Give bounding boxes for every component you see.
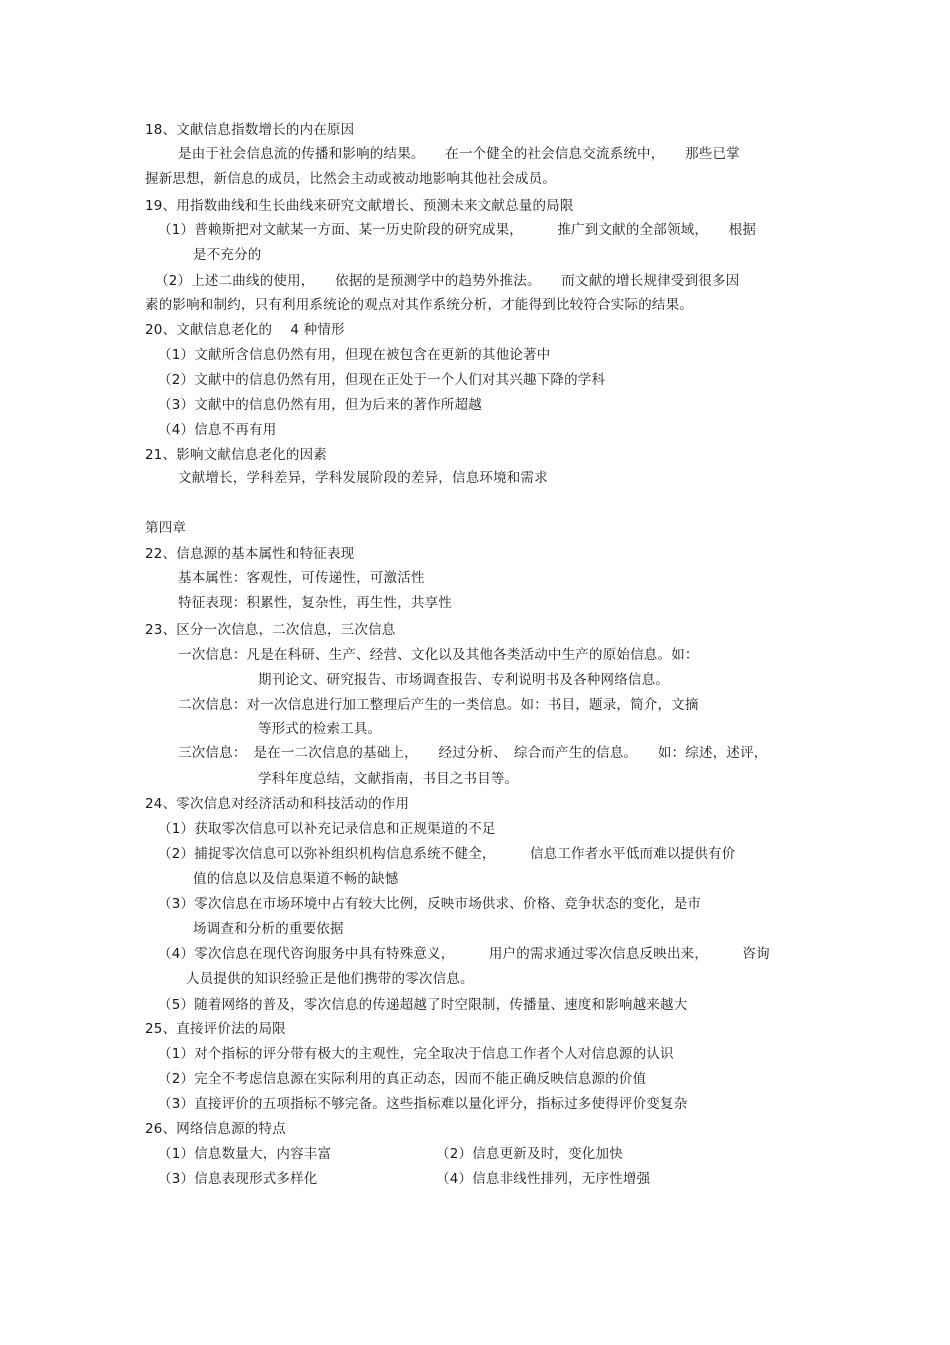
section-20-item: （3）文献中的信息仍然有用，但为后来的著作所超越 — [158, 397, 482, 413]
section-25-item: （1）对个指标的评分带有极大的主观性，完全取决于信息工作者个人对信息源的认识 — [158, 1046, 674, 1062]
section-19-item-line: （1）普赖斯把对文献某一方面、某一历史阶段的研究成果， 推广到文献的全部领域， 根据 — [158, 222, 757, 238]
section-23-line: 二次信息：对一次信息进行加工整理后产生的一类信息。如：书目，题录，简介，文摘 — [178, 697, 699, 713]
section-20-item: （2）文献中的信息仍然有用，但现在正处于一个人们对其兴趣下降的学科 — [158, 372, 606, 388]
section-26-item: （1）信息数量大，内容丰富 — [158, 1146, 332, 1162]
section-22-heading: 22、信息源的基本属性和特征表现 — [145, 546, 355, 562]
section-22-line: 特征表现：积累性，复杂性，再生性，共享性 — [178, 595, 452, 611]
section-25-item: （2）完全不考虑信息源在实际利用的真正动态，因而不能正确反映信息源的价值 — [158, 1071, 647, 1087]
section-23-line: 一次信息：凡是在科研、生产、经营、文化以及其他各类活动中生产的原始信息。如： — [178, 647, 699, 663]
section-24-item-line: 场调查和分析的重要依据 — [193, 921, 344, 937]
section-23-line: 等形式的检索工具。 — [258, 721, 382, 737]
section-23-heading: 23、区分一次信息，二次信息，三次信息 — [145, 622, 396, 638]
section-24-item-line: （4）零次信息在现代咨询服务中具有特殊意义， 用户的需求通过零次信息反映出来， 咨询 — [158, 946, 770, 962]
section-18-heading: 18、文献信息指数增长的内在原因 — [145, 122, 355, 138]
section-19-heading: 19、用指数曲线和生长曲线来研究文献增长、预测未来文献总量的局限 — [145, 198, 574, 214]
section-24-item-line: （2）捕捉零次信息可以弥补组织机构信息系统不健全， 信息工作者水平低而难以提供有价 — [158, 846, 736, 862]
section-24-item-line: 人员提供的知识经验正是他们携带的零次信息。 — [186, 971, 474, 987]
section-20-item: （1）文献所含信息仍然有用，但现在被包含在更新的其他论著中 — [158, 347, 551, 363]
section-26-item: （2）信息更新及时，变化加快 — [436, 1146, 623, 1162]
section-25-heading: 25、直接评价法的局限 — [145, 1021, 286, 1037]
section-19-item-line: （2）上述二曲线的使用， 依据的是预测学中的趋势外推法。 而文献的增长规律受到很多因 — [155, 273, 740, 289]
section-24-heading: 24、零次信息对经济活动和科技活动的作用 — [145, 796, 410, 812]
section-21-heading: 21、影响文献信息老化的因素 — [145, 447, 327, 463]
section-24-item-line: （5）随着网络的普及，零次信息的传递超越了时空限制，传播量、速度和影响越来越大 — [158, 997, 688, 1013]
section-24-item-line: （3）零次信息在市场环境中占有较大比例，反映市场供求、价格、竞争状态的变化，是市 — [158, 896, 702, 912]
section-19-item-line: 素的影响和制约，只有利用系统论的观点对其作系统分析，才能得到比较符合实际的结果。 — [145, 297, 693, 313]
section-24-item-line: 值的信息以及信息渠道不畅的缺憾 — [193, 871, 399, 887]
section-26-item: （3）信息表现形式多样化 — [158, 1171, 318, 1187]
section-20-heading: 20、文献信息老化的 4 种情形 — [145, 322, 345, 338]
section-23-line: 期刊论文、研究报告、市场调查报告、专利说明书及各种网络信息。 — [258, 672, 669, 688]
section-26-heading: 26、网络信息源的特点 — [145, 1121, 286, 1137]
section-26-item: （4）信息非线性排列，无序性增强 — [436, 1171, 651, 1187]
section-19-item-line: 是不充分的 — [193, 247, 262, 263]
section-23-line: 学科年度总结，文献指南，书目之书目等。 — [258, 771, 519, 787]
chapter-heading: 第四章 — [145, 520, 187, 536]
section-18-text-line: 握新思想，新信息的成员，比然会主动或被动地影响其他社会成员。 — [145, 171, 556, 187]
section-22-line: 基本属性：客观性，可传递性，可激活性 — [178, 570, 425, 586]
section-18-text-line: 是由于社会信息流的传播和影响的结果。 在一个健全的社会信息交流系统中， 那些已掌 — [178, 146, 740, 162]
section-23-line: 三次信息： 是在一二次信息的基础上， 经过分析、 综合而产生的信息。 如：综述，述评， — [178, 745, 768, 761]
section-25-item: （3）直接评价的五项指标不够完备。这些指标难以量化评分，指标过多使得评价变复杂 — [158, 1096, 688, 1112]
section-20-item: （4）信息不再有用 — [158, 422, 277, 438]
section-21-text: 文献增长，学科差异，学科发展阶段的差异，信息环境和需求 — [178, 470, 548, 486]
section-24-item-line: （1）获取零次信息可以补充记录信息和正规渠道的不足 — [158, 821, 496, 837]
